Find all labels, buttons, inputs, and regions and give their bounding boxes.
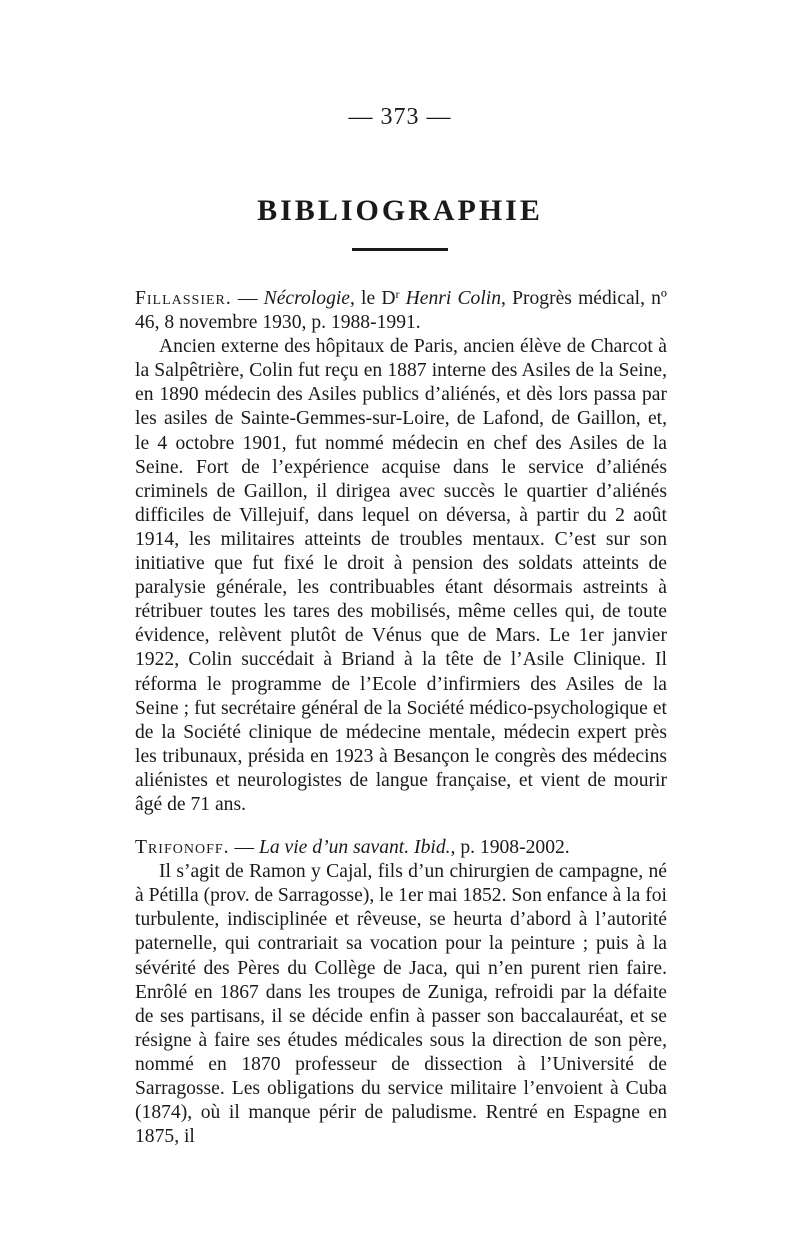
- entry-title-name: Henri Colin: [399, 288, 502, 309]
- bibliography-body: [135, 287, 667, 1149]
- entry-citation: , Progrès médical, nº 46, 8 novembre 1930, p. 1988-1991.: [135, 288, 667, 334]
- entry-title-mid: , le D: [350, 288, 396, 309]
- bibliography-entry-2: [135, 836, 667, 860]
- entry-summary-2: Il s’agit de Ramon y Cajal, fils d’un chirurgien de campagne, né à Pétilla (prov. de Sarragosse), le 1er mai 1852. Son enfance à la foi turbulente, indisciplinée et rêveuse, se heurta d’abord à l’autorité paternelle, qui contrariait sa vocation pour la peinture ; puis à la sévérité des Pères du Collège de Jaca, qui n’en purent rien faire. Enrôlé en 1867 dans les troupes de Zuniga, refroidi par la défaite de ses partisans, il se décide enfin à passer son baccalauréat, et se résigne à faire ses études médicales sous la direction de son père, nommé en 1870 professeur de dissection à l’Université de Sarragosse. Les obligations du service militaire l’envoient à Cuba (1874), où il manque périr de paludisme. Rentré en Espagne en 1875, il: [135, 861, 667, 1148]
- entry-author: Trifonoff.: [135, 837, 230, 859]
- entry-summary-1: Ancien externe des hôpitaux de Paris, ancien élève de Charcot à la Salpêtrière, Colin fut reçu en 1887 interne des Asiles de la Seine, en 1890 médecin des Asiles publics d’aliénés, et dès lors passa par les asiles de Sainte-Gemmes-sur-Loire, de Lafond, de Gaillon, et, le 4 octobre 1901, fut nommé médecin en chef des Asiles de la Seine. Fort de l’expérience acquise dans le service d’aliénés criminels de Gaillon, il dirigea avec succès le quartier d’aliénés difficiles de Villejuif, dans lequel on déversa, à partir du 2 août 1914, les militaires atteints de troubles mentaux. C’est sur son initiative que fut fixé le droit à pension des soldats atteints de paralysie générale, les contribuables étant désormais astreints à rétribuer toutes les tares des mobilisés, même celles qui, de toute évidence, relèvent plutôt de Vénus que de Mars. Le 1er janvier 1922, Colin succédait à Briand à la tête de l’Asile Clinique. Il réforma le programme de l’Ecole d’infirmiers des Asiles de la Seine ; fut secrétaire général de la Société médico-psychologique et de la Société clinique de médecine mentale, médecin expert près les tribunaux, présida en 1923 à Besançon le congrès des médecins aliénistes et neurologistes de langue française, et vient de mourir âgé de 71 ans.: [135, 336, 667, 815]
- entry-citation: , p. 1908-2002.: [450, 837, 570, 859]
- bibliography-entry-1: [135, 287, 667, 335]
- section-title: BIBLIOGRAPHIE: [257, 194, 543, 227]
- page-number: — 373 —: [348, 104, 452, 130]
- entry-separator: [135, 817, 667, 836]
- entry-title: Nécrologie: [263, 288, 351, 309]
- entry-title-sup: r: [395, 287, 400, 301]
- entry-dash: —: [231, 288, 264, 309]
- entry-author: Fillassier.: [135, 288, 232, 309]
- title-rule: [352, 248, 448, 251]
- entry-dash: —: [229, 837, 259, 859]
- entry-title: La vie d’un savant. Ibid.: [258, 837, 451, 859]
